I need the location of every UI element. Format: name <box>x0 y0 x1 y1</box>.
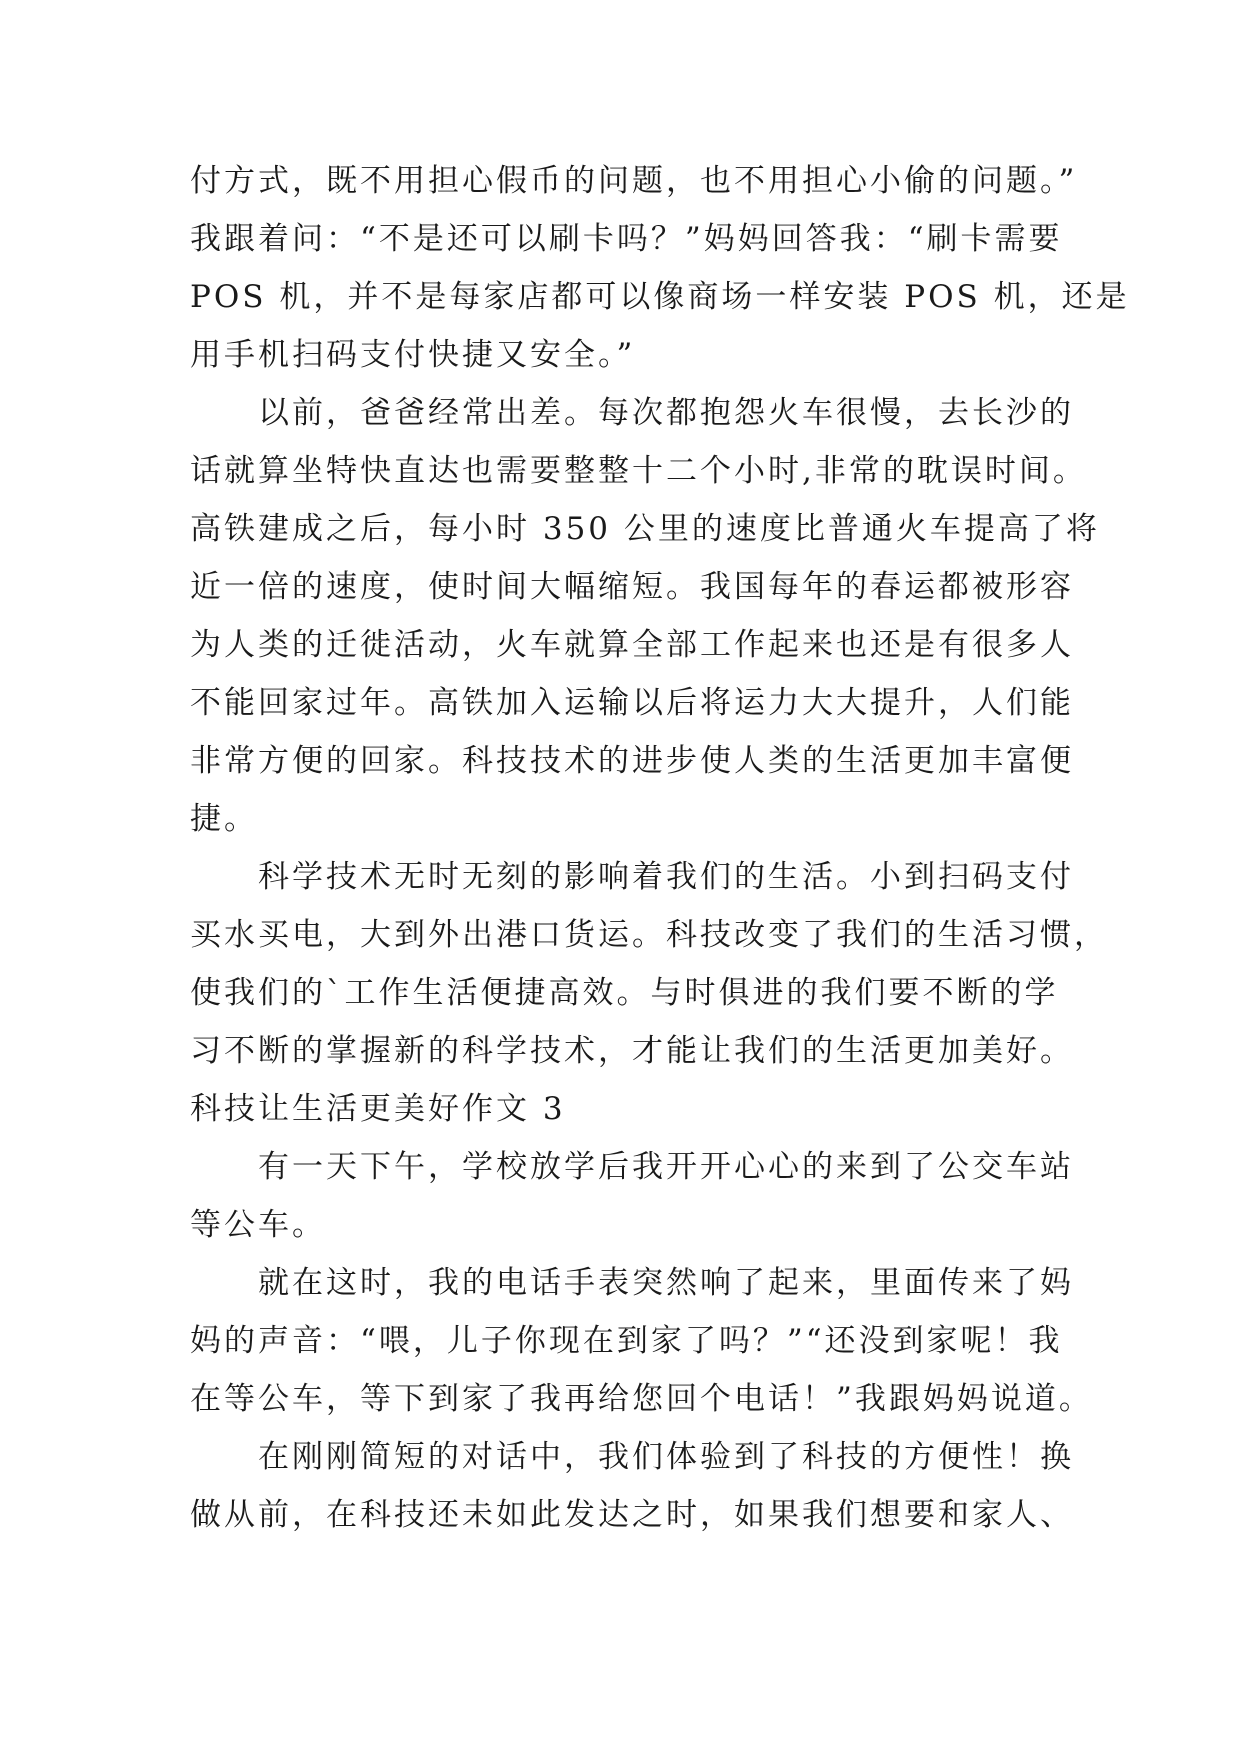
text-line: 有一天下午，学校放学后我开开心心的来到了公交车站 <box>258 1149 1074 1185</box>
document-body <box>190 152 1130 1544</box>
text-line: 妈的声音：“喂，儿子你现在到家了吗？”“还没到家呢！我 <box>190 1323 1063 1359</box>
text-line: 非常方便的回家。科技技术的进步使人类的生活更加丰富便 <box>190 743 1074 779</box>
text-line: 科学技术无时无刻的影响着我们的生活。小到扫码支付 <box>258 859 1074 895</box>
text-line: 买水买电，大到外出港口货运。科技改变了我们的生活习惯， <box>190 917 1108 953</box>
text-line: 捷。 <box>190 801 258 837</box>
text-line: 话就算坐特快直达也需要整整十二个小时,非常的耽误时间。 <box>190 453 1087 489</box>
text-line: POS 机，并不是每家店都可以像商场一样安装 POS 机，还是 <box>190 279 1130 315</box>
text-line: 习不断的掌握新的科学技术，才能让我们的生活更加美好。 <box>190 1033 1074 1069</box>
text-line: 做从前，在科技还未如此发达之时，如果我们想要和家人、 <box>190 1497 1074 1533</box>
text-line: 就在这时，我的电话手表突然响了起来，里面传来了妈 <box>258 1265 1074 1301</box>
text-line: 付方式，既不用担心假币的问题，也不用担心小偷的问题。” <box>190 163 1078 199</box>
text-line: 科技让生活更美好作文 3 <box>190 1091 566 1127</box>
text-line: 在刚刚简短的对话中，我们体验到了科技的方便性！换 <box>258 1439 1074 1475</box>
text-line: 不能回家过年。高铁加入运输以后将运力大大提升，人们能 <box>190 685 1074 721</box>
text-line: 用手机扫码支付快捷又安全。” <box>190 337 636 373</box>
text-line: 等公车。 <box>190 1207 326 1243</box>
text-line: 我跟着问：“不是还可以刷卡吗？”妈妈回答我：“刷卡需要 <box>190 221 1063 257</box>
text-line: 近一倍的速度，使时间大幅缩短。我国每年的春运都被形容 <box>190 569 1074 605</box>
text-line: 高铁建成之后，每小时 350 公里的速度比普通火车提高了将 <box>190 511 1100 547</box>
text-line: 以前，爸爸经常出差。每次都抱怨火车很慢，去长沙的 <box>258 395 1074 431</box>
text-line: 在等公车，等下到家了我再给您回个电话！”我跟妈妈说道。 <box>190 1381 1093 1417</box>
text-line: 使我们的`工作生活便捷高效。与时俱进的我们要不断的学 <box>190 975 1059 1011</box>
text-line: 为人类的迁徙活动，火车就算全部工作起来也还是有很多人 <box>190 627 1074 663</box>
